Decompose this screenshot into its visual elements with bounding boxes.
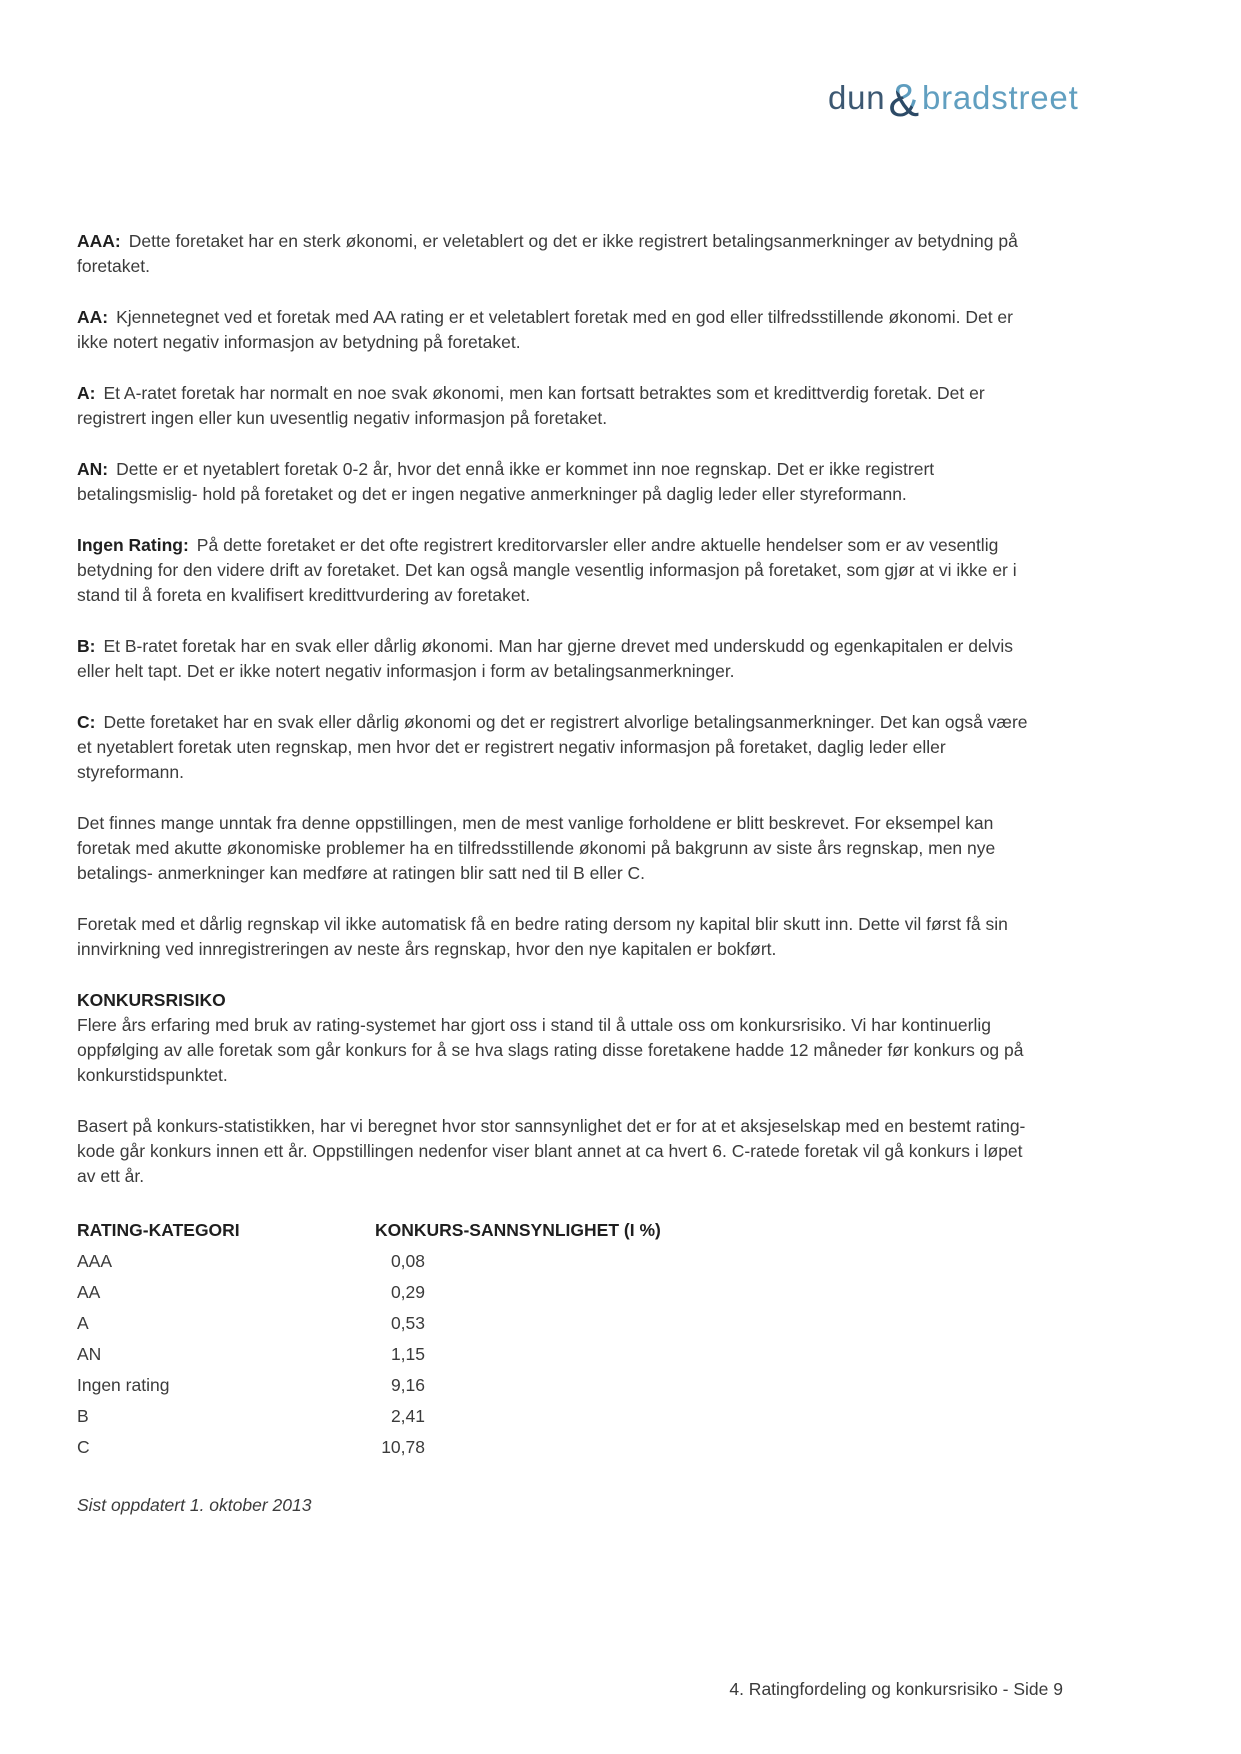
- rating-label-aaa: AAA:: [77, 231, 121, 251]
- konkursrisiko-heading: KONKURSRISIKO: [77, 990, 226, 1010]
- rating-text-b: Et B-ratet foretak har en svak eller dårlig økonomi. Man har gjerne drevet med underskudd og egenkapitalen er delvis eller helt tapt. Det er ikke notert negativ informasjon i form av betalingsanmerkninger.: [77, 636, 1013, 681]
- category-cell: B: [77, 1406, 89, 1426]
- rating-text-ingen-rating: På dette foretaket er det ofte registrert kreditorvarsler eller andre aktuelle hendelser som er av vesentlig betydning for den videre drift av foretaket. Det kan også mangle vesentlig informasjon på foretaket, som gjør at vi ikke er i stand til å foreta en kvalifisert kredittvurdering av foretaket.: [77, 535, 1017, 605]
- probability-cell: 1,15: [390, 1344, 425, 1364]
- probability-cell: 0,53: [390, 1313, 425, 1333]
- konkursrisiko-paragraph-2: Basert på konkurs-statistikken, har vi beregnet hvor stor sannsynlighet det er for at et aksjeselskap med en bestemt rating-kode går konkurs innen ett år. Oppstillingen nedenfor viser blant annet at ca hvert 6. C-ratede foretak vil gå konkurs i løpet av ett år.: [77, 1116, 1026, 1186]
- rating-label-aa: AA:: [77, 307, 109, 327]
- rating-text-aa: Kjennetegnet ved et foretak med AA rating er et veletablert foretak med en god eller tilfredsstillende økonomi. Det er ikke notert negativ informasjon av betydning på foretaket.: [77, 307, 1013, 352]
- dnb-logo: [828, 74, 1079, 126]
- table-header-row: [77, 1215, 1040, 1246]
- logo-ampersand-icon: &: [888, 74, 920, 126]
- page-footer: 4. Ratingfordeling og konkursrisiko - Side 9: [729, 1679, 1063, 1699]
- table-row: [77, 1277, 1040, 1308]
- category-cell: AAA: [77, 1251, 113, 1271]
- table-row: [77, 1432, 1040, 1463]
- table-row: [77, 1370, 1040, 1401]
- probability-cell: 0,08: [390, 1251, 425, 1271]
- rating-label-ingen-rating: Ingen Rating:: [77, 535, 189, 555]
- capital-paragraph: Foretak med et dårlig regnskap vil ikke automatisk få en bedre rating dersom ny kapital blir skutt inn. Dette vil først få sin innvirkning ved innregistreringen av neste års regnskap, hvor den nye kapitalen er bokført.: [77, 914, 1008, 959]
- table-row: [77, 1401, 1040, 1432]
- rating-label-an: AN:: [77, 459, 109, 479]
- rating-paragraph-an: [77, 457, 1040, 507]
- rating-paragraph-b: [77, 634, 1040, 684]
- rating-paragraph-aa: [77, 305, 1040, 355]
- column-header-rating-kategori: RATING-KATEGORI: [77, 1220, 240, 1240]
- rating-probability-table: [77, 1215, 1040, 1463]
- exceptions-paragraph: Det finnes mange unntak fra denne oppstillingen, men de mest vanlige forholdene er blitt beskrevet. For eksempel kan foretak med akutte økonomiske problemer ha en tilfredsstillende økonomi på bakgrunn av siste års regnskap, men nye betalings- anmerkninger kan medføre at ratingen blir satt ned til B eller C.: [77, 813, 996, 883]
- table-row: [77, 1308, 1040, 1339]
- document-body: [77, 229, 1040, 1544]
- rating-label-c: C:: [77, 712, 96, 732]
- konkursrisiko-paragraph-1: Flere års erfaring med bruk av rating-systemet har gjort oss i stand til å uttale oss om konkursrisiko. Vi har kontinuerlig oppfølging av alle foretak som går konkurs for å se hva slags rating disse foretakene hadde 12 måneder før konkurs og på konkurstidspunktet.: [77, 1015, 1024, 1085]
- rating-paragraph-c: [77, 710, 1040, 785]
- probability-cell: 2,41: [390, 1406, 425, 1426]
- rating-paragraph-a: [77, 381, 1040, 431]
- last-updated-note: Sist oppdatert 1. oktober 2013: [77, 1495, 312, 1515]
- rating-text-aaa: Dette foretaket har en sterk økonomi, er veletablert og det er ikke registrert betalingsanmerkninger av betydning på foretaket.: [77, 231, 1018, 276]
- rating-label-b: B:: [77, 636, 96, 656]
- category-cell: AN: [77, 1344, 102, 1364]
- rating-paragraph-aaa: [77, 229, 1040, 279]
- category-cell: AA: [77, 1282, 101, 1302]
- rating-paragraph-ingen-rating: [77, 533, 1040, 608]
- rating-text-c: Dette foretaket har en svak eller dårlig økonomi og det er registrert alvorlige betalingsanmerkninger. Det kan også være et nyetablert foretak uten regnskap, men hvor det er registrert negativ informasjon på foretaket, daglig leder eller styreformann.: [77, 712, 1028, 782]
- probability-cell: 9,16: [390, 1375, 425, 1395]
- rating-text-an: Dette er et nyetablert foretak 0-2 år, hvor det ennå ikke er kommet inn noe regnskap. Det er ikke registrert betalingsmislig- hold på foretaket og det er ingen negative anmerkninger på daglig leder eller styreformann.: [77, 459, 935, 504]
- table-row: [77, 1339, 1040, 1370]
- logo-bradstreet-text: bradstreet: [921, 79, 1079, 116]
- category-cell: C: [77, 1437, 90, 1457]
- category-cell: A: [77, 1313, 89, 1333]
- category-cell: Ingen rating: [77, 1375, 170, 1395]
- logo-dun-text: dun: [828, 79, 886, 116]
- probability-cell: 10,78: [381, 1437, 425, 1457]
- konkursrisiko-section: [77, 988, 1040, 1189]
- probability-cell: 0,29: [390, 1282, 425, 1302]
- column-header-konkurs-sannsynlighet: KONKURS-SANNSYNLIGHET (I %): [375, 1220, 661, 1240]
- table-row: [77, 1246, 1040, 1277]
- rating-label-a: A:: [77, 383, 96, 403]
- rating-text-a: Et A-ratet foretak har normalt en noe svak økonomi, men kan fortsatt betraktes som et kredittverdig foretak. Det er registrert ingen eller kun uvesentlig negativ informasjon på foretaket.: [77, 383, 985, 428]
